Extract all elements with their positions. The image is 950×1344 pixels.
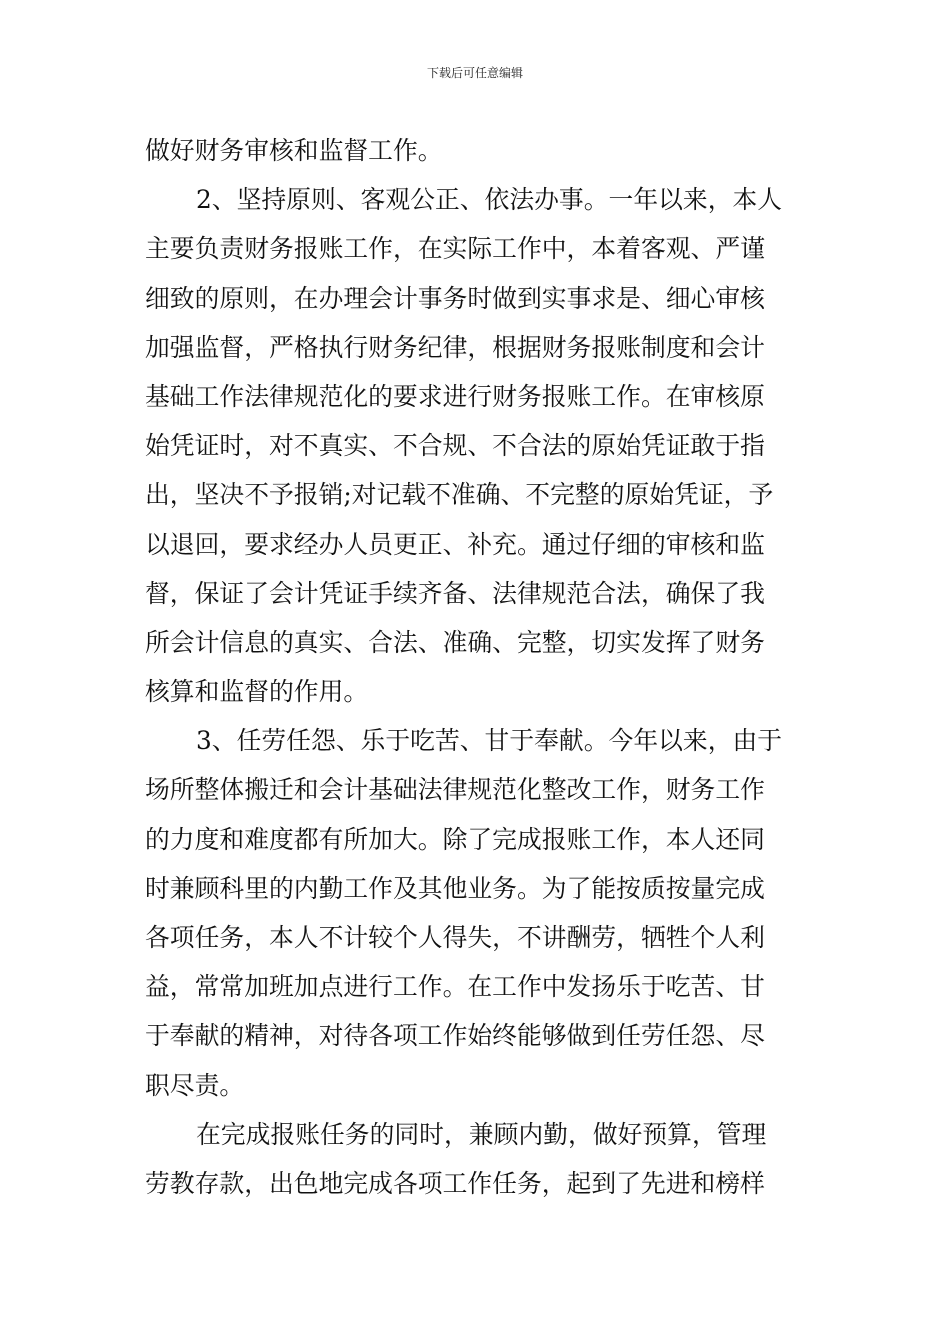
- text-line: 益，常常加班加点进行工作。在工作中发扬乐于吃苦、甘: [145, 972, 765, 1002]
- page-header: 下载后可任意编辑: [426, 66, 523, 80]
- text-line: 职尽责。: [145, 1070, 245, 1100]
- text-line: 基础工作法律规范化的要求进行财务报账工作。在审核原: [145, 381, 765, 411]
- text-line: 劳教存款，出色地完成各项工作任务，起到了先进和榜样: [145, 1168, 765, 1198]
- document-body: [145, 126, 810, 1208]
- text-line: 做好财务审核和监督工作。: [145, 136, 443, 165]
- paragraph-start-line: 2、坚持原则、客观公正、依法办事。一年以来，本人: [196, 185, 783, 215]
- text-line: 督，保证了会计凭证手续齐备、法律规范合法，确保了我: [145, 578, 765, 608]
- text-line: 主要负责财务报账工作，在实际工作中，本着客观、严谨: [145, 234, 765, 264]
- text-line: 细致的原则，在办理会计事务时做到实事求是、细心审核: [145, 283, 765, 313]
- text-line: 核算和监督的作用。: [145, 677, 369, 707]
- text-line: 出，坚决不予报销;对记载不准确、不完整的原始凭证，予: [145, 480, 774, 510]
- text-line: 始凭证时，对不真实、不合规、不合法的原始凭证敢于指: [145, 431, 765, 461]
- paragraph-start-line: 3、任劳任怨、乐于吃苦、甘于奉献。今年以来，由于: [196, 726, 783, 756]
- text-line: 场所整体搬迁和会计基础法律规范化整改工作，财务工作: [145, 775, 765, 805]
- text-line: 时兼顾科里的内勤工作及其他业务。为了能按质按量完成: [145, 873, 765, 903]
- text-line: 各项任务，本人不计较个人得失，不讲酬劳，牺牲个人利: [145, 923, 765, 952]
- text-line: 于奉献的精神，对待各项工作始终能够做到任劳任怨、尽: [145, 1021, 765, 1051]
- text-line: 以退回，要求经办人员更正、补充。通过仔细的审核和监: [145, 529, 765, 559]
- text-line: 的力度和难度都有所加大。除了完成报账工作，本人还同: [145, 824, 765, 854]
- text-line: 加强监督，严格执行财务纪律，根据财务报账制度和会计: [145, 332, 765, 362]
- text-line: 所会计信息的真实、合法、准确、完整，切实发挥了财务: [145, 627, 765, 657]
- paragraph-start-line: 在完成报账任务的同时，兼顾内勤，做好预算，管理: [196, 1119, 767, 1149]
